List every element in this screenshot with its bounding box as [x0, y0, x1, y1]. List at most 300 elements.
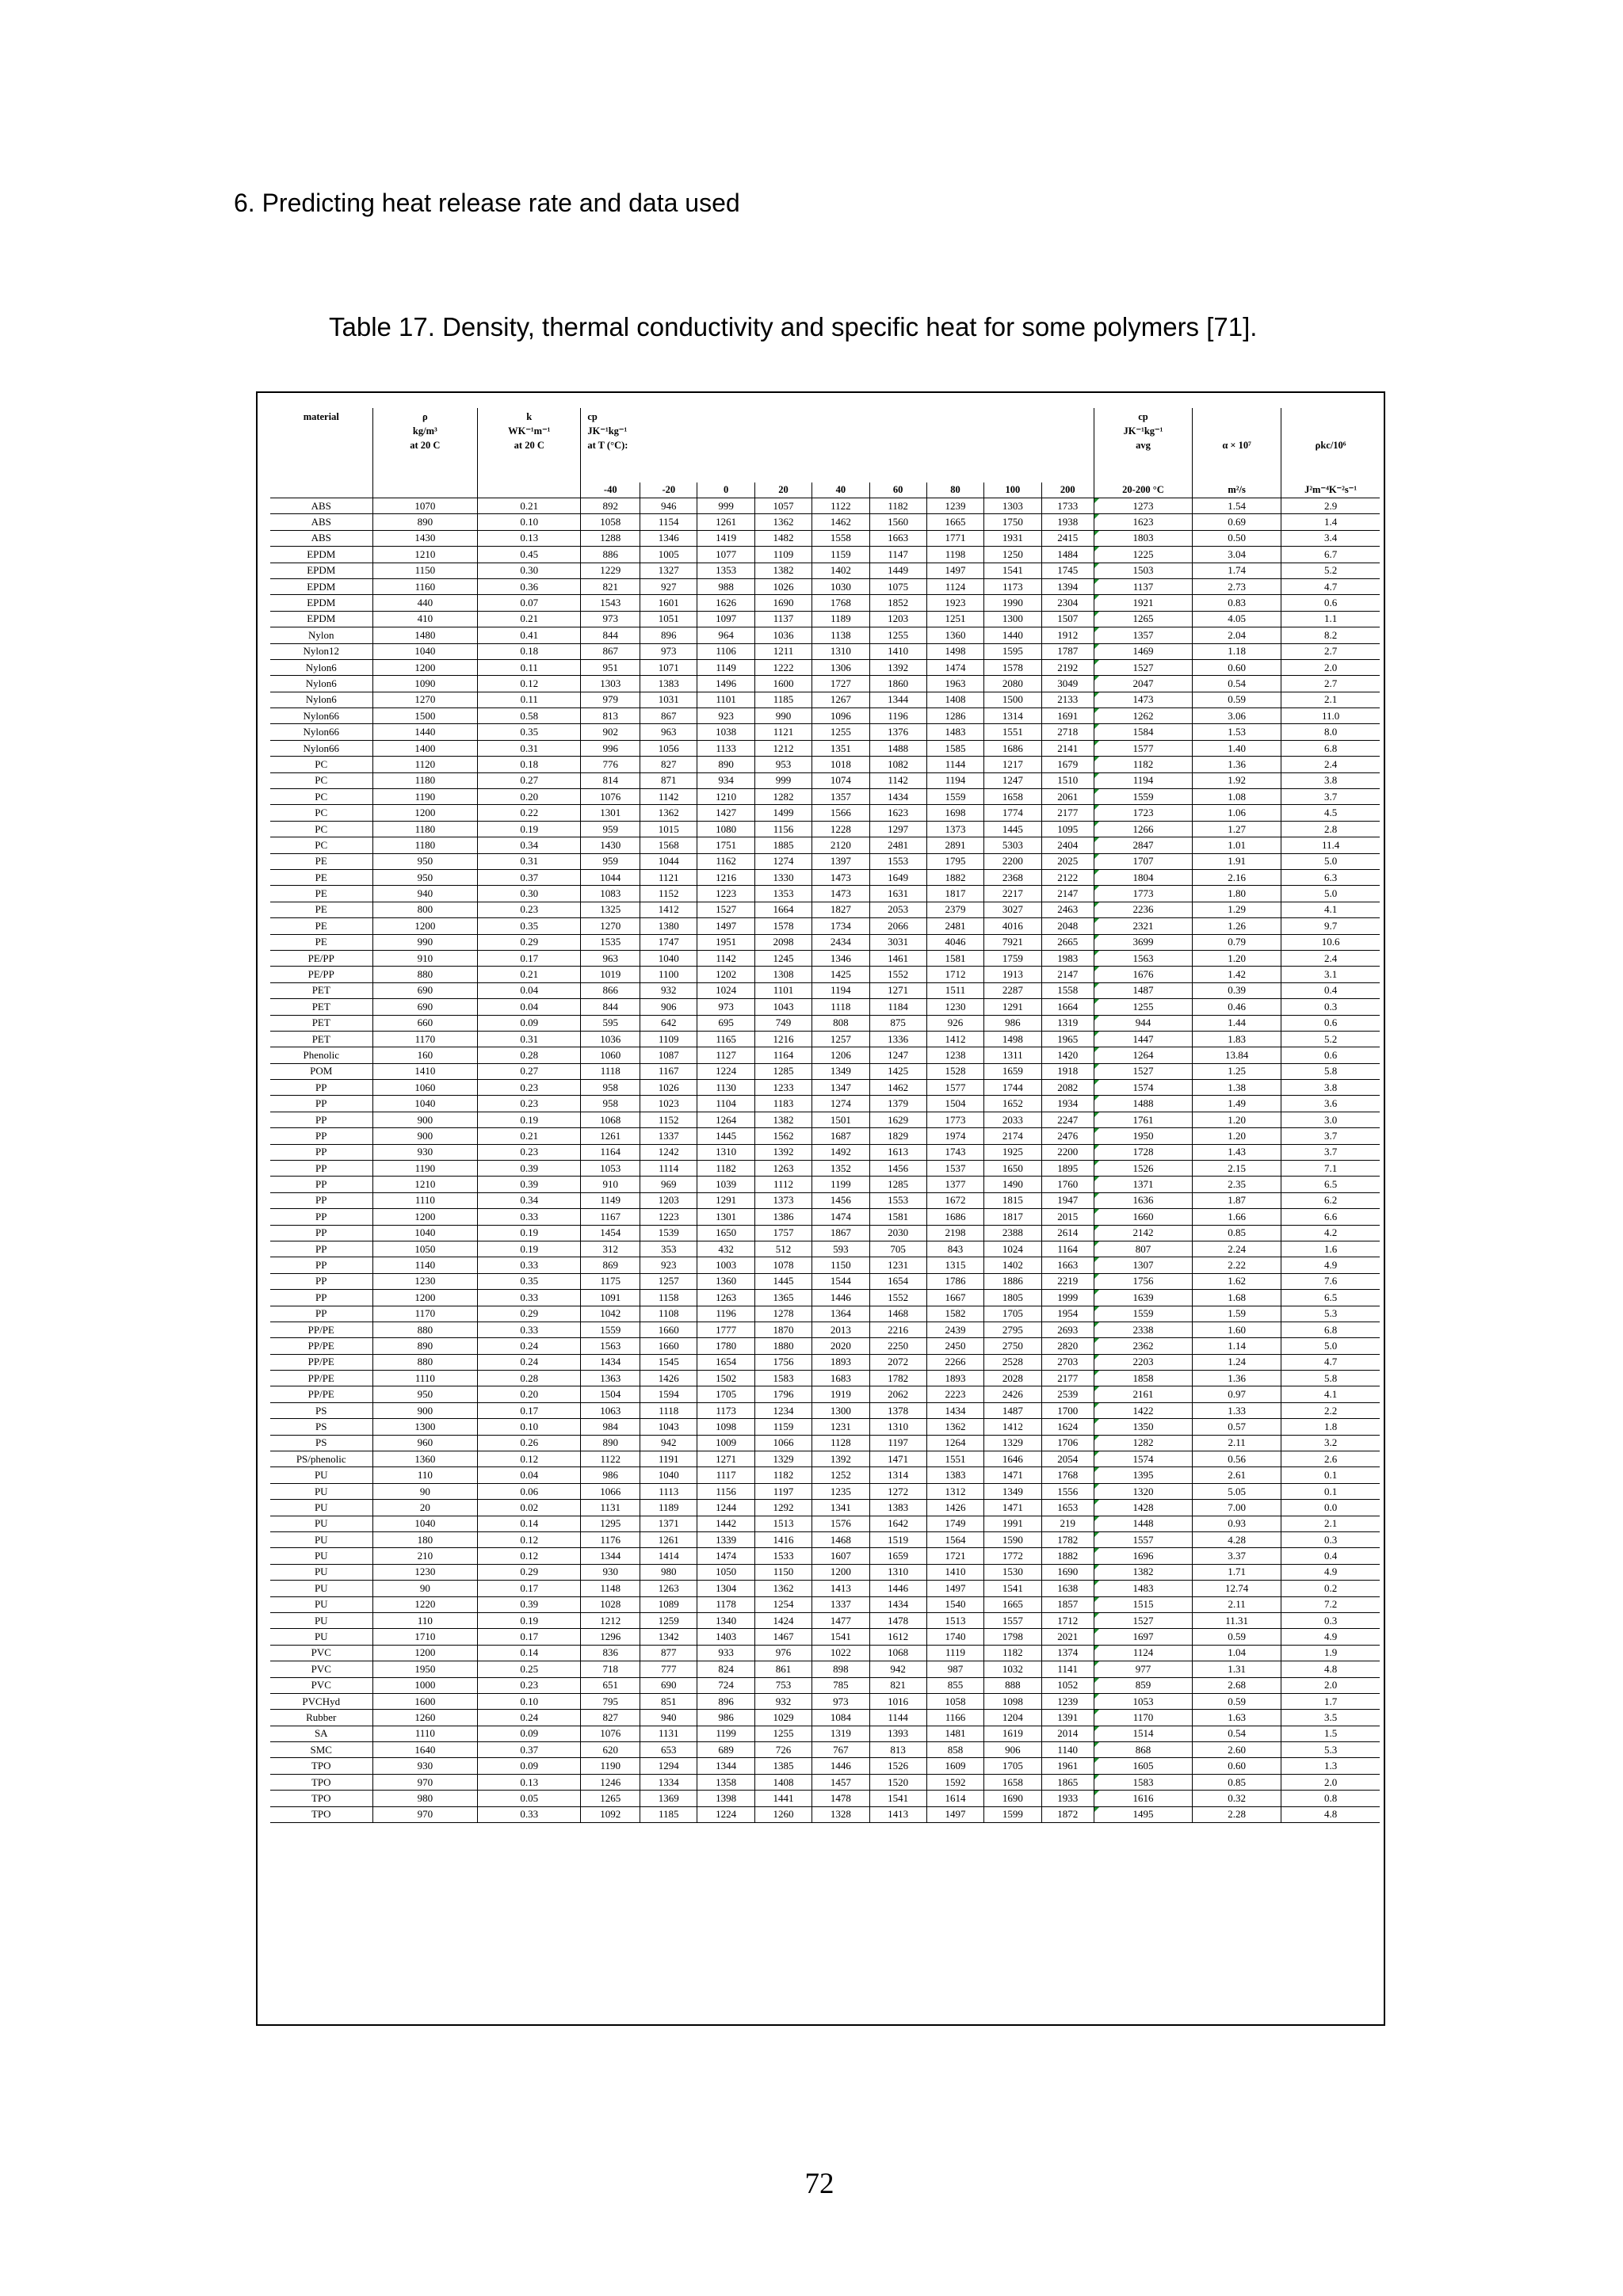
table-row [270, 1402, 1380, 1418]
value-cell: 2368 [984, 869, 1041, 885]
value-cell: 1777 [697, 1322, 754, 1337]
value-cell: 888 [984, 1677, 1041, 1693]
value-cell: 1210 [697, 789, 754, 805]
value-cell: 3.7 [1281, 789, 1380, 805]
value-cell: 2.4 [1281, 950, 1380, 966]
value-cell: 3027 [984, 902, 1041, 917]
value-cell: 5.3 [1281, 1742, 1380, 1758]
value-cell: 1473 [812, 886, 869, 902]
table-row [270, 1596, 1380, 1612]
value-cell: 953 [754, 757, 812, 772]
value-cell: 1672 [926, 1192, 983, 1208]
value-cell: 1118 [812, 999, 869, 1015]
value-cell: 2304 [1041, 595, 1094, 611]
material-cell: PU [270, 1629, 372, 1645]
material-cell: PE [270, 934, 372, 950]
value-cell: 1665 [926, 514, 983, 530]
value-cell: 1773 [1094, 886, 1192, 902]
value-cell: 1520 [869, 1774, 926, 1790]
value-cell: 973 [581, 611, 640, 627]
value-cell: 0.54 [1193, 1726, 1281, 1741]
value-cell: 871 [640, 772, 697, 788]
value-cell: 1558 [812, 530, 869, 546]
value-cell: 1263 [697, 1290, 754, 1306]
value-cell: 4016 [984, 918, 1041, 934]
value-cell: 867 [581, 643, 640, 659]
value-cell: 1683 [812, 1371, 869, 1386]
value-cell: 2.7 [1281, 643, 1380, 659]
value-cell: 1556 [1041, 1483, 1094, 1499]
value-cell: 1733 [1041, 498, 1094, 514]
value-cell: 1416 [754, 1532, 812, 1548]
value-cell: 2.0 [1281, 1677, 1380, 1693]
value-cell: 960 [372, 1435, 478, 1451]
value-cell: 1934 [1041, 1096, 1094, 1112]
material-cell: PU [270, 1596, 372, 1612]
value-cell: 1360 [926, 627, 983, 643]
value-cell: 0.09 [478, 1726, 581, 1741]
value-cell: 814 [581, 772, 640, 788]
material-cell: PVC [270, 1677, 372, 1693]
value-cell: 1159 [754, 1419, 812, 1435]
table-row [270, 1241, 1380, 1257]
value-cell: 1663 [869, 530, 926, 546]
value-cell: 0.60 [1193, 1758, 1281, 1774]
value-cell: 0.31 [478, 740, 581, 756]
value-cell: 1782 [1041, 1532, 1094, 1548]
value-cell: 3031 [869, 934, 926, 950]
value-cell: 1222 [754, 659, 812, 675]
value-cell: 868 [1094, 1742, 1192, 1758]
value-cell: 2192 [1041, 659, 1094, 675]
header-rhokc-unit: J²m⁻⁴K⁻²s⁻¹ [1281, 482, 1380, 498]
value-cell: 1250 [984, 547, 1041, 563]
material-cell: PP [270, 1128, 372, 1144]
value-cell: 1434 [926, 1402, 983, 1418]
value-cell: 593 [812, 1241, 869, 1257]
value-cell: 1865 [1041, 1774, 1094, 1790]
value-cell: 1660 [640, 1338, 697, 1354]
value-cell: 1170 [372, 1031, 478, 1047]
value-cell: 1.60 [1193, 1322, 1281, 1337]
value-cell: 1310 [869, 1564, 926, 1580]
material-cell: PP/PE [270, 1322, 372, 1337]
table-row [270, 999, 1380, 1015]
value-cell: 1234 [754, 1402, 812, 1418]
value-cell: 940 [640, 1710, 697, 1726]
value-cell: 2236 [1094, 902, 1192, 917]
material-cell: Nylon6 [270, 692, 372, 707]
value-cell: 0.2 [1281, 1581, 1380, 1596]
value-cell: 2122 [1041, 869, 1094, 885]
material-cell: PET [270, 982, 372, 998]
value-cell: 1504 [581, 1386, 640, 1402]
value-cell: 1044 [581, 869, 640, 885]
value-cell: 0.17 [478, 1402, 581, 1418]
value-cell: 2.1 [1281, 692, 1380, 707]
value-cell: 5.05 [1193, 1483, 1281, 1499]
value-cell: 1925 [984, 1144, 1041, 1160]
value-cell: 1410 [372, 1063, 478, 1079]
value-cell: 1559 [1094, 1306, 1192, 1322]
value-cell: 110 [372, 1467, 478, 1483]
value-cell: 2847 [1094, 837, 1192, 853]
material-cell: PU [270, 1532, 372, 1548]
value-cell: 1350 [1094, 1419, 1192, 1435]
value-cell: 0.13 [478, 1774, 581, 1790]
value-cell: 1371 [640, 1516, 697, 1531]
value-cell: 1312 [926, 1483, 983, 1499]
value-cell: 2147 [1041, 967, 1094, 982]
value-cell: 1543 [581, 595, 640, 611]
value-cell: 0.22 [478, 805, 581, 821]
value-cell: 2141 [1041, 740, 1094, 756]
value-cell: 1923 [926, 595, 983, 611]
value-cell: 219 [1041, 1516, 1094, 1531]
value-cell: 2250 [869, 1338, 926, 1354]
value-cell: 0.17 [478, 1629, 581, 1645]
value-cell: 2434 [812, 934, 869, 950]
value-cell: 1040 [372, 1516, 478, 1531]
value-cell: 4.28 [1193, 1532, 1281, 1548]
value-cell: 0.24 [478, 1338, 581, 1354]
value-cell: 1590 [984, 1532, 1041, 1548]
value-cell: 1314 [984, 708, 1041, 724]
table-row [270, 918, 1380, 934]
value-cell: 1882 [926, 869, 983, 885]
value-cell: 1563 [581, 1338, 640, 1354]
table-row [270, 1371, 1380, 1386]
value-cell: 1503 [1094, 563, 1192, 578]
value-cell: 1882 [1041, 1548, 1094, 1564]
value-cell: 2.2 [1281, 1402, 1380, 1418]
value-cell: 1482 [754, 530, 812, 546]
value-cell: 1239 [926, 498, 983, 514]
value-cell: 1497 [926, 563, 983, 578]
value-cell: 1225 [1094, 547, 1192, 563]
value-cell: 2.60 [1193, 1742, 1281, 1758]
value-cell: 964 [697, 627, 754, 643]
value-cell: 2047 [1094, 676, 1192, 692]
material-cell: PS/phenolic [270, 1451, 372, 1467]
value-cell: 0.59 [1193, 1629, 1281, 1645]
value-cell: 1.36 [1193, 1371, 1281, 1386]
value-cell: 1420 [1041, 1047, 1094, 1063]
value-cell: 1623 [1094, 514, 1192, 530]
value-cell: 1412 [926, 1031, 983, 1047]
value-cell: 1211 [754, 643, 812, 659]
value-cell: 1238 [926, 1047, 983, 1063]
header-temp: 100 [984, 482, 1041, 498]
value-cell: 1931 [984, 530, 1041, 546]
value-cell: 890 [372, 1338, 478, 1354]
value-cell: 1614 [926, 1791, 983, 1806]
value-cell: 1089 [640, 1596, 697, 1612]
table-row [270, 886, 1380, 902]
value-cell: 1938 [1041, 514, 1094, 530]
value-cell: 1624 [1041, 1419, 1094, 1435]
value-cell: 6.5 [1281, 1290, 1380, 1306]
value-cell: 0.30 [478, 886, 581, 902]
value-cell: 1300 [984, 611, 1041, 627]
value-cell: 1.8 [1281, 1419, 1380, 1435]
material-cell: Rubber [270, 1710, 372, 1726]
header-specific-heat: cp JK⁻¹kg⁻¹ at T (°C): [581, 408, 1094, 482]
table-row [270, 627, 1380, 643]
value-cell: 2.4 [1281, 757, 1380, 772]
value-cell: 1257 [812, 1031, 869, 1047]
value-cell: 1036 [581, 1031, 640, 1047]
value-cell: 880 [372, 967, 478, 982]
value-cell: 0.60 [1193, 659, 1281, 675]
value-cell: 973 [640, 643, 697, 659]
value-cell: 2177 [1041, 805, 1094, 821]
value-cell: 1756 [1094, 1273, 1192, 1289]
value-cell: 1581 [869, 1209, 926, 1225]
value-cell: 1124 [1094, 1645, 1192, 1661]
value-cell: 1165 [697, 1031, 754, 1047]
value-cell: 950 [372, 1386, 478, 1402]
value-cell: 1723 [1094, 805, 1192, 821]
value-cell: 1601 [640, 595, 697, 611]
table-row [270, 611, 1380, 627]
value-cell: 2.16 [1193, 869, 1281, 885]
value-cell: 3.37 [1193, 1548, 1281, 1564]
value-cell: 1414 [640, 1548, 697, 1564]
value-cell: 1231 [869, 1257, 926, 1273]
value-cell: 858 [926, 1742, 983, 1758]
value-cell: 1078 [754, 1257, 812, 1273]
value-cell: 3049 [1041, 676, 1094, 692]
value-cell: 4.2 [1281, 1225, 1380, 1241]
value-cell: 1374 [1041, 1645, 1094, 1661]
value-cell: 942 [640, 1435, 697, 1451]
value-cell: 1142 [697, 950, 754, 966]
value-cell: 0.1 [1281, 1467, 1380, 1483]
value-cell: 1.66 [1193, 1209, 1281, 1225]
value-cell: 1154 [640, 514, 697, 530]
value-cell: 1442 [697, 1516, 754, 1531]
value-cell: 926 [926, 1015, 983, 1031]
value-cell: 1292 [754, 1500, 812, 1516]
material-cell: Nylon [270, 627, 372, 643]
value-cell: 7.2 [1281, 1596, 1380, 1612]
value-cell: 1149 [581, 1192, 640, 1208]
value-cell: 1254 [754, 1596, 812, 1612]
value-cell: 1203 [640, 1192, 697, 1208]
table-row [270, 1483, 1380, 1499]
table-row [270, 1322, 1380, 1337]
value-cell: 440 [372, 595, 478, 611]
value-cell: 1501 [812, 1112, 869, 1127]
value-cell: 1391 [1041, 1710, 1094, 1726]
table-row [270, 724, 1380, 740]
value-cell: 844 [581, 999, 640, 1015]
value-cell: 0.39 [478, 1596, 581, 1612]
value-cell: 963 [581, 950, 640, 966]
value-cell: 0.41 [478, 627, 581, 643]
value-cell: 1.25 [1193, 1063, 1281, 1079]
value-cell: 2.15 [1193, 1161, 1281, 1177]
value-cell: 867 [640, 708, 697, 724]
value-cell: 1594 [640, 1386, 697, 1402]
value-cell: 1122 [581, 1451, 640, 1467]
value-cell: 1577 [1094, 740, 1192, 756]
value-cell: 0.24 [478, 1710, 581, 1726]
value-cell: 1247 [984, 772, 1041, 788]
value-cell: 1090 [372, 676, 478, 692]
value-cell: 1244 [697, 1500, 754, 1516]
value-cell: 1559 [926, 789, 983, 805]
value-cell: 1667 [926, 1290, 983, 1306]
value-cell: 1895 [1041, 1161, 1094, 1177]
value-cell: 1098 [697, 1419, 754, 1435]
table-body [270, 498, 1380, 1823]
value-cell: 0.30 [478, 563, 581, 578]
value-cell: 1557 [984, 1612, 1041, 1628]
value-cell: 10.6 [1281, 934, 1380, 950]
value-cell: 1756 [754, 1354, 812, 1370]
value-cell: 3.5 [1281, 1710, 1380, 1726]
value-cell: 11.31 [1193, 1612, 1281, 1628]
value-cell: 1867 [812, 1225, 869, 1241]
value-cell: 3.2 [1281, 1435, 1380, 1451]
value-cell: 1026 [754, 578, 812, 594]
value-cell: 1796 [754, 1386, 812, 1402]
value-cell: 1264 [697, 1112, 754, 1127]
value-cell: 1182 [697, 1161, 754, 1177]
value-cell: 1815 [984, 1192, 1041, 1208]
value-cell: 1817 [984, 1209, 1041, 1225]
value-cell: 1142 [640, 789, 697, 805]
value-cell: 1.4 [1281, 514, 1380, 530]
value-cell: 813 [869, 1742, 926, 1758]
value-cell: 1787 [1041, 643, 1094, 659]
value-cell: 1162 [697, 853, 754, 869]
value-cell: 695 [697, 1015, 754, 1031]
value-cell: 1640 [372, 1742, 478, 1758]
value-cell: 1118 [581, 1063, 640, 1079]
value-cell: 1265 [1094, 611, 1192, 627]
value-cell: 1114 [640, 1161, 697, 1177]
value-cell: 0.3 [1281, 1532, 1380, 1548]
table-row [270, 1661, 1380, 1677]
value-cell: 1131 [640, 1726, 697, 1741]
value-cell: 0.34 [478, 837, 581, 853]
table-row [270, 1257, 1380, 1273]
value-cell: 3.04 [1193, 547, 1281, 563]
value-cell: 1202 [697, 967, 754, 982]
material-cell: PC [270, 821, 372, 837]
value-cell: 942 [869, 1661, 926, 1677]
value-cell: 1658 [984, 1774, 1041, 1790]
value-cell: 1182 [754, 1467, 812, 1483]
value-cell: 1170 [1094, 1710, 1192, 1726]
value-cell: 1526 [869, 1758, 926, 1774]
value-cell: 1182 [869, 498, 926, 514]
polymer-properties-table [270, 408, 1380, 1823]
material-cell: PET [270, 1031, 372, 1047]
material-cell: PC [270, 805, 372, 821]
value-cell: 11.0 [1281, 708, 1380, 724]
value-cell: 1347 [812, 1080, 869, 1096]
value-cell: 1551 [984, 724, 1041, 740]
value-cell: 1036 [754, 627, 812, 643]
value-cell: 1530 [984, 1564, 1041, 1580]
value-cell: 6.8 [1281, 740, 1380, 756]
material-cell: PP [270, 1241, 372, 1257]
page-number: 72 [804, 2168, 834, 2200]
value-cell: 1044 [640, 853, 697, 869]
value-cell: 1246 [581, 1774, 640, 1790]
value-cell: 1642 [869, 1516, 926, 1531]
value-cell: 0.33 [478, 1322, 581, 1337]
value-cell: 2321 [1094, 918, 1192, 934]
value-cell: 1578 [984, 659, 1041, 675]
value-cell: 2020 [812, 1338, 869, 1354]
value-cell: 1659 [984, 1063, 1041, 1079]
value-cell: 1083 [581, 886, 640, 902]
value-cell: 1686 [984, 740, 1041, 756]
value-cell: 1386 [754, 1209, 812, 1225]
material-cell: PC [270, 837, 372, 853]
value-cell: 0.19 [478, 1225, 581, 1241]
value-cell: 0.11 [478, 659, 581, 675]
table-row [270, 1548, 1380, 1564]
value-cell: 1445 [697, 1128, 754, 1144]
value-cell: 1564 [926, 1532, 983, 1548]
value-cell: 1481 [926, 1726, 983, 1741]
value-cell: 1430 [581, 837, 640, 853]
value-cell: 1019 [581, 967, 640, 982]
value-cell: 1650 [984, 1161, 1041, 1177]
value-cell: 1805 [984, 1290, 1041, 1306]
value-cell: 877 [640, 1645, 697, 1661]
value-cell: 1363 [581, 1371, 640, 1386]
value-cell: 6.2 [1281, 1192, 1380, 1208]
value-cell: 1247 [869, 1047, 926, 1063]
table-row [270, 757, 1380, 772]
value-cell: 940 [372, 886, 478, 902]
material-cell: PS [270, 1419, 372, 1435]
value-cell: 951 [581, 659, 640, 675]
value-cell: 1297 [869, 821, 926, 837]
value-cell: 1751 [697, 837, 754, 853]
value-cell: 3.8 [1281, 772, 1380, 788]
value-cell: 2.7 [1281, 676, 1380, 692]
material-cell: PC [270, 789, 372, 805]
value-cell: 2217 [984, 886, 1041, 902]
value-cell: 1230 [372, 1273, 478, 1289]
value-cell: 1457 [812, 1774, 869, 1790]
value-cell: 1052 [1041, 1677, 1094, 1693]
header-temp: -40 [581, 482, 640, 498]
value-cell: 1104 [697, 1096, 754, 1112]
value-cell: 1541 [812, 1629, 869, 1645]
header-conductivity: k WK⁻¹m⁻¹ at 20 C [478, 408, 581, 482]
value-cell: 1385 [754, 1758, 812, 1774]
value-cell: 1273 [1094, 498, 1192, 514]
material-cell: PP/PE [270, 1338, 372, 1354]
value-cell: 1286 [926, 708, 983, 724]
value-cell: 1357 [1094, 627, 1192, 643]
header-row-1 [270, 408, 1380, 482]
value-cell: 2198 [926, 1225, 983, 1241]
value-cell: 0.12 [478, 1532, 581, 1548]
value-cell: 767 [812, 1742, 869, 1758]
value-cell: 0.07 [478, 595, 581, 611]
value-cell: 1141 [1041, 1661, 1094, 1677]
